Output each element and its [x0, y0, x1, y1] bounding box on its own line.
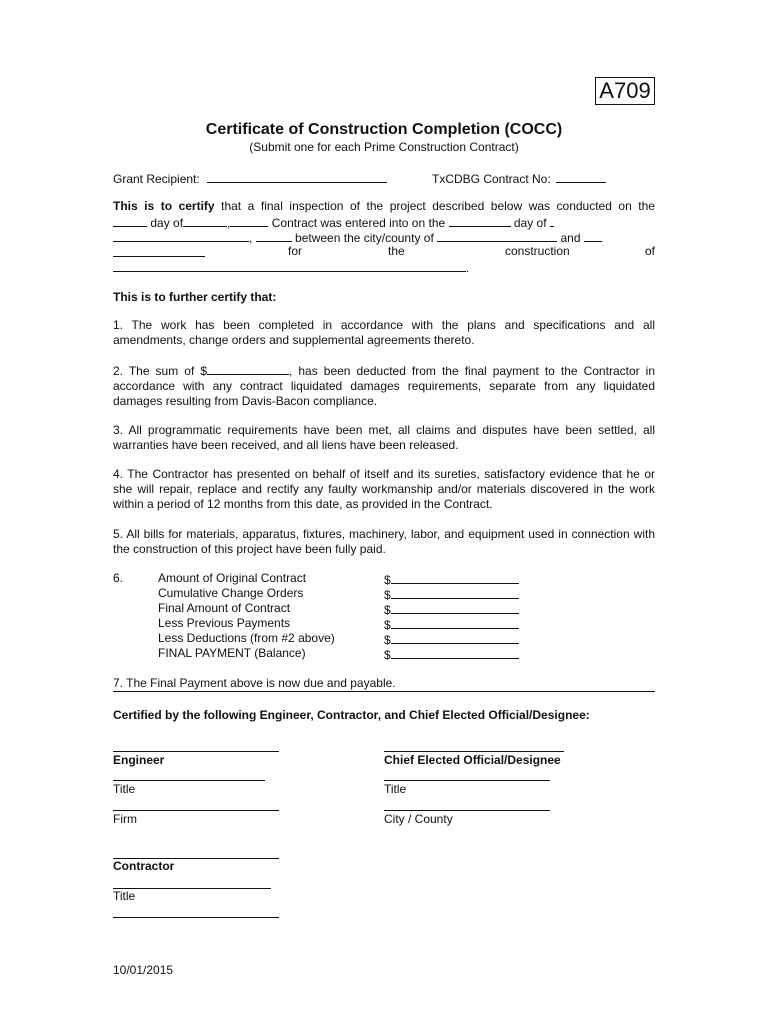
and-label: and [560, 231, 581, 245]
item-5: 5. All bills for materials, apparatus, fixtures, machinery, labor, and equipment used in connection with the construction of this project have been fully paid. [113, 527, 655, 556]
of-label: of [644, 244, 655, 258]
contractor-name-field[interactable] [584, 229, 602, 242]
original-contract-amount-field[interactable] [391, 571, 519, 584]
form-code: A709 [595, 77, 655, 105]
previous-payments-amount-field[interactable] [391, 616, 519, 629]
final-payment-amount-field[interactable] [391, 646, 519, 659]
official-signature-line[interactable] [384, 751, 564, 752]
financial-label: Amount of Original Contract [158, 571, 307, 585]
currency-symbol: $ [384, 573, 391, 587]
financial-amount [384, 586, 519, 601]
certify-line-4 [113, 244, 655, 259]
certify-line-1 [113, 199, 655, 214]
project-description-field[interactable] [113, 259, 466, 272]
contract-month-year-field[interactable] [113, 229, 249, 242]
final-contract-amount-field[interactable] [391, 601, 519, 614]
engineer-label: Engineer [113, 753, 165, 767]
financial-label: Less Deductions (from #2 above) [158, 631, 335, 645]
official-title-line[interactable] [384, 780, 550, 781]
contract-no-field[interactable] [556, 170, 606, 183]
footer-date: 10/01/2015 [113, 963, 174, 977]
grant-recipient-label: Grant Recipient: [113, 172, 200, 186]
city-county-signature-line[interactable] [384, 810, 550, 811]
contractor-label: Contractor [113, 859, 175, 873]
currency-symbol: $ [384, 588, 391, 602]
contract-day-of-label: day of [513, 216, 547, 230]
certified-by-heading: Certified by the following Engineer, Contractor, and Chief Elected Official/Designee: [113, 708, 590, 722]
the-label: the [388, 244, 405, 258]
item-2-sum-label: 2. The sum of $ [113, 364, 207, 378]
change-orders-amount-field[interactable] [391, 586, 519, 599]
certify-period: . [466, 261, 470, 275]
grant-recipient-field[interactable] [207, 170, 387, 183]
certify-lead: This is to certify [113, 199, 215, 213]
engineer-firm-line[interactable] [113, 810, 279, 811]
item-3: 3. All programmatic requirements have been met, all claims and disputes have been settled, all warranties have been received, and all liens have been released. [113, 423, 655, 452]
currency-symbol: $ [384, 618, 391, 632]
financial-amount [384, 616, 519, 631]
deducted-sum-field[interactable] [207, 362, 289, 375]
engineer-signature-line[interactable] [113, 751, 279, 752]
contract-month-field[interactable] [550, 214, 554, 227]
financial-label: Less Previous Payments [158, 616, 291, 630]
official-title-label: Title [384, 782, 407, 796]
city-county-sig-label: City / County [384, 812, 453, 826]
financial-amount [384, 646, 519, 661]
inspection-day-field[interactable] [113, 214, 147, 227]
document-subtitle: (Submit one for each Prime Construction Contract) [249, 140, 519, 154]
city-county-label: between the city/county of [295, 231, 434, 245]
item-1: 1. The work has been completed in accordance with the plans and specifications and all amendments, change orders and supplemental agreements thereto. [113, 318, 655, 347]
official-label: Chief Elected Official/Designee [384, 753, 561, 767]
financial-label: FINAL PAYMENT (Balance) [158, 646, 306, 660]
contractor-firm-line[interactable] [113, 917, 279, 918]
certify-line1-text: that a final inspection of the project described below was conducted on the [221, 199, 655, 213]
inspection-month-field[interactable] [183, 214, 227, 227]
contract-entered-label: Contract was entered into on the [271, 216, 446, 230]
grant-recipient-row [113, 170, 387, 186]
contractor-title-label: Title [113, 889, 136, 903]
financial-amount [384, 571, 519, 586]
further-certify-heading: This is to further certify that: [113, 290, 277, 304]
engineer-title-line[interactable] [113, 780, 265, 781]
contract-no-label: TxCDBG Contract No: [432, 172, 551, 186]
item-6-number: 6. [113, 571, 124, 585]
certify-line-3 [113, 229, 655, 244]
engineer-firm-label: Firm [113, 812, 137, 826]
certify-paragraph [113, 199, 655, 277]
currency-symbol: $ [384, 603, 391, 617]
certify-line-2 [113, 214, 655, 229]
item-2 [113, 362, 655, 409]
city-county-field[interactable] [437, 229, 557, 242]
for-label: for [288, 244, 303, 258]
currency-symbol: $ [384, 648, 391, 662]
certify-line-5 [113, 259, 655, 274]
item-4: 4. The Contractor has presented on behalf of itself and its sureties, satisfactory evidence that he or she will repair, replace and rectify any faulty workmanship and/or materials discovered in the work within a period of 12 months from this date, as provided in the Contract. [113, 467, 655, 511]
currency-symbol: $ [384, 633, 391, 647]
construction-label: construction [505, 244, 570, 258]
financial-label: Cumulative Change Orders [158, 586, 304, 600]
item-2-text: , has been deducted from the final payment to the Contractor in accordance with any contract liquidated damages requirements, separate from any liquidated damages resulting from Davis-Bacon compliance. [113, 364, 656, 408]
item-7: 7. The Final Payment above is now due and payable. [113, 676, 655, 692]
certify-day-of-label: day of [150, 216, 184, 230]
document-title: Certificate of Construction Completion (COCC) [205, 121, 563, 138]
financial-label: Final Amount of Contract [158, 601, 291, 615]
inspection-year-field[interactable] [230, 214, 268, 227]
certify-comma: , [227, 216, 231, 230]
contractor-name-field-2[interactable] [113, 244, 205, 257]
contractor-title-line[interactable] [113, 888, 271, 889]
financial-amount [384, 631, 519, 646]
contract-year-field[interactable] [256, 229, 292, 242]
contract-day-field[interactable] [449, 214, 511, 227]
certify-comma-2: , [249, 231, 253, 245]
deductions-amount-field[interactable] [391, 631, 519, 644]
contract-no-row [432, 170, 606, 186]
financial-amount [384, 601, 519, 616]
engineer-title-label: Title [113, 782, 136, 796]
